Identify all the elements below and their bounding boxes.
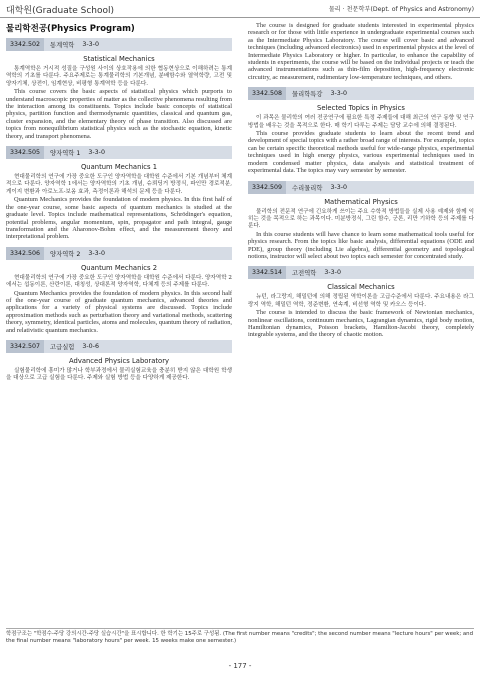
course-description-kr: 물리학의 전문적 연구에 긴요하게 쓰이는 주요 수학적 방법들을 실제 사용 예제와 함께 익히는 것을 목적으로 하는 과목이다. 미분방정식, 그린 함수, 군론, 리만 기하학 등의 주제를 다룬다.: [248, 208, 474, 230]
credit-structure-footnote: 학점구조는 "학점수-주당 강의시간-주당 실습시간"을 표시합니다. 한 학기는 15주로 구성됨. (The first number means "credits"; the second number means "lecture hours" per week; and the final number means "laboratory hours" per week. 15 weeks make one semester.): [6, 628, 474, 645]
course-classical-mechanics: [248, 266, 474, 338]
page-number: - 177 -: [228, 662, 252, 670]
course-title-en: Quantum Mechanics 1: [80, 163, 158, 172]
course-header: [6, 247, 232, 260]
course-description-en: Quantum Mechanics provides the foundation of modern physics. In this second half of the one-year course of graduate quantum mechanics, advanced theories and applications for a variety of physical systems are discussed. Topics include approximation methods such as perturbation theory and variational methods, scattering theory, symmetry, identical particles, atoms and molecules, quantum theory of radiation, and relativistic quantum mechanics.: [6, 289, 232, 334]
course-code: 3342.502: [6, 38, 44, 51]
course-advanced-physics-laboratory-continued: [248, 22, 474, 81]
course-description-kr: 현대물리학의 연구에 가장 중요한 도구인 양자역학을 대학원 수준에서 다룬다. 양자역학 2에서는 섭동이론, 산란이론, 대칭성, 상대론적 양자역학, 다체계 등의 주제를 다룬다.: [6, 274, 232, 289]
course-title-en: Classical Mechanics: [327, 283, 395, 292]
course-header: [6, 340, 232, 353]
course-description-kr: 통계역학은 거시적 성질을 구성원 사이의 상호작용에 의한 협동현상으로 이해하려는 통계역학의 기초를 다룬다. 주요주제로는 통계물리학의 기본개념, 분배함수와 열역학량, 고전 및 양자기체, 상전이, 임계현상, 비평형 통계역학 등을 다룬다.: [6, 66, 232, 87]
course-name: 양자역학 2: [50, 250, 81, 258]
course-code: 3342.507: [6, 340, 44, 353]
course-statistical-mechanics: [6, 38, 232, 140]
course-quantum-mechanics-1: [6, 146, 232, 241]
course-selected-topics: [248, 87, 474, 174]
course-description-kr: 현대물리학의 연구에 가장 중요한 도구인 양자역학을 대학원 수준에서 기본 개념부터 체계적으로 다룬다. 양자역학 1에서는 양자역학의 기초 개념, 슈뢰딩거 방정식, 파인만 경로적분, 게이지 변환과 아로노프-보옴 효과, 측정이론과 해석의 문제 등을 다룬다.: [6, 174, 232, 195]
course-name: 물리학특강: [292, 91, 323, 99]
course-credits: 3-0-6: [82, 342, 99, 350]
course-description-kr: 이 과목은 물리학의 여러 전공연구에 필요한 특정 주제들에 대해 최근의 연구 동향 및 연구 방법을 배우는 것을 목적으로 한다. 매 학기 다루는 주제는 담당 교수에 의해 결정된다.: [248, 115, 474, 129]
course-title-en: Mathematical Physics: [324, 197, 398, 206]
course-header: [6, 146, 232, 159]
course-description-en: In this course students will have chance to learn some mathematical tools useful for physics research. From the topics like basic analysis, differential equations (ODE and PDE), group theory (including Lie algebra), differential geometry and topological notions, instructor will select about two topics each semester for concentrated study.: [248, 230, 474, 260]
course-title-en: Statistical Mechanics: [83, 55, 155, 63]
course-code: 3342.509: [248, 181, 286, 194]
course-title-en: Quantum Mechanics 2: [80, 263, 158, 272]
page-header: [0, 0, 480, 18]
course-description-en: This course covers the basic aspects of statistical physics which purports to understand macroscopic properties of matter as the collective phenomena resulting from the interaction among its constituents. Topics include basic concepts of statistical physics, partition function and thermodynamic quantities, classical and quantum gas, cluster expansion, and the elementary theory of phase transition. Also discussed are topics from nonequilibrium statistical physics such as the stochastic equation, kinetic theory, and transport phenomena.: [6, 88, 232, 140]
header-department: 물리 · 천문학부(Dept. of Physics and Astronomy): [328, 6, 474, 13]
course-name: 수리물리학: [292, 184, 323, 192]
section-title: 물리학전공(Physics Program): [6, 24, 135, 34]
course-header: [248, 266, 474, 279]
course-description-en: The course is designed for graduate students interested in experimental physics research or for those with little experience in undergraduate experimental courses such as the Intermediate Physics Laboratory. The course will cover basic and advanced techniques (including advanced electronics) used in experimental physics at the level of Intermediate Physics Laboratory or higher. In particular, to enhance the capability of students in experiments, the course will be based on the individual projects or teach the advanced instrumentations such as thin-film deposition, high-frequency electronic circuitry, ac measurement, rudimentary low-temperature techniques, and others.: [248, 22, 474, 81]
course-quantum-mechanics-2: [6, 247, 232, 334]
header-school: 대학원(Graduate School): [6, 6, 115, 16]
left-column: [6, 22, 232, 389]
course-credits: 3-3-0: [330, 183, 348, 191]
course-code: 3342.506: [6, 247, 44, 260]
course-credits: 3-3-0: [88, 249, 105, 257]
course-code: 3342.505: [6, 146, 44, 159]
course-name: 고전역학: [292, 270, 317, 278]
course-credits: 3-3-0: [324, 269, 341, 277]
course-name: 양자역학 1: [50, 150, 81, 158]
course-description-en: The course is intended to discuss the basic framework of Newtonian mechanics, nonlinear oscillations, continuum mechanics, Lagrangian dynamics, rigid body motion, Hamiltonian dynamics, Poisson brackets, Hamilton-Jacobi theory, completely integrable systems, and the theory of chaotic motion.: [248, 309, 474, 339]
right-column: [248, 22, 474, 345]
course-credits: 3-3-0: [88, 149, 105, 157]
course-header: [248, 181, 474, 194]
course-name: 고급실험: [50, 343, 75, 351]
course-mathematical-physics: [248, 181, 474, 261]
course-name: 통계역학: [50, 42, 75, 49]
course-description-kr: 뉴턴, 라그랑지, 해밀턴에 의해 정립된 역학이론을 고급수준에서 다룬다. 주요내용은 라그랑지 역학, 해밀턴 역학, 정준변환, 연속계, 비선형 역학 및 카오스 등이다.: [248, 294, 474, 308]
course-credits: 3-3-0: [330, 90, 348, 98]
course-title-en: Advanced Physics Laboratory: [68, 356, 170, 365]
course-header: [248, 87, 474, 100]
course-advanced-physics-laboratory: [6, 340, 232, 383]
course-code: 3342.514: [248, 266, 286, 279]
course-code: 3342.508: [248, 87, 286, 100]
course-description-kr: 실험물리학에 흥미가 많거나 학부과정에서 물리실험교육을 충분히 받지 않은 대학원 학생을 대상으로 고급 실험을 다룬다. 주제와 실험 방법 등을 다양하게 제공한다.: [6, 367, 232, 382]
course-title-en: Selected Topics in Physics: [317, 104, 405, 113]
course-header: [6, 38, 232, 51]
course-credits: 3-3-0: [82, 41, 99, 48]
course-description-en: Quantum Mechanics provides the foundation of modern physics. In this first half of the one-year course, some basic aspects of quantum mechanics is studied at the graduate level. Topics include mathematical representations, Schrödinger's equation, potential problems, angular momentum, spin, propagator and path integral, gauge transformation and the Aharonov-Bohm effect, and the measurement theory and interpretational problem.: [6, 196, 232, 241]
course-description-en: This course provides graduate students to learn about the recent trend and development of special topics with a rather broad range of interests. For example, topics can be certain specific theoretical methods useful for wide-range physics, experimental techniques used in high energy physics, various experimental techniques used in modern condensed matter physics, data analysis and statistical treatment of experimental data. The topics may vary semester by semester.: [248, 130, 474, 175]
